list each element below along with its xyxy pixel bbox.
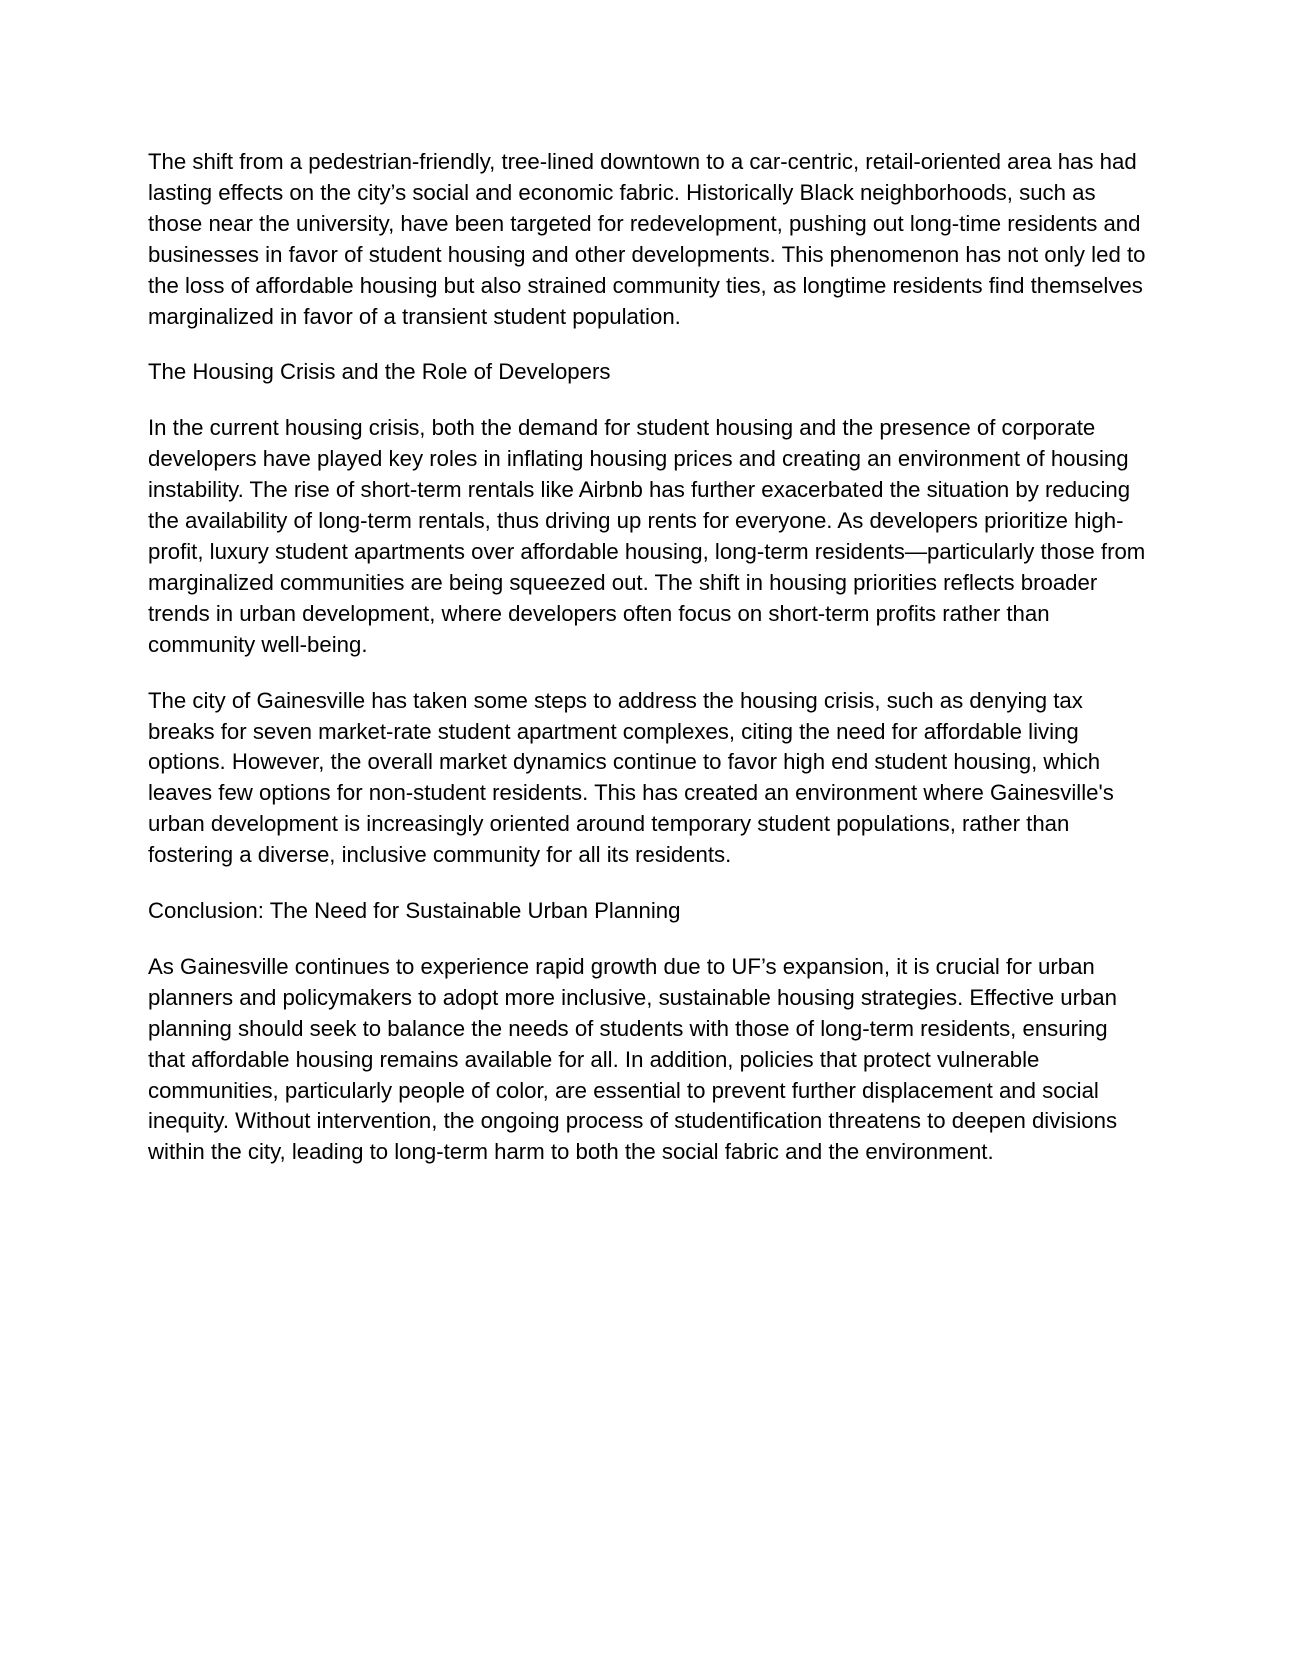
section-heading-housing-crisis: The Housing Crisis and the Role of Developers — [148, 359, 611, 385]
section-heading-conclusion: Conclusion: The Need for Sustainable Urban Planning — [148, 898, 681, 924]
paragraph-conclusion: As Gainesville continues to experience rapid growth due to UF’s expansion, it is crucial for urban planners and policymakers to adopt more inclusive, sustainable housing strategies. Effective urban planning should seek to balance the needs of students with those of long-term residents, ensuring that affordable housing remains available for all. In addition, policies that protect vulnerable communities, particularly people of color, are essential to prevent further displacement and social inequity. Without intervention, the ongoing process of studentification threatens to deepen divisions within the city, leading to long-term harm to both the social fabric and the environment. — [148, 953, 1118, 1165]
paragraph-downtown-shift: The shift from a pedestrian-friendly, tree-lined downtown to a car-centric, retail-oriented area has had lasting effects on the city’s social and economic fabric. Historically Black neighborhoods, such as those near the university, have been targeted for redevelopment, pushing out long-time residents and businesses in favor of student housing and other developments. This phenomenon has not only led to the loss of affordable housing but also strained community ties, as longtime residents find themselves marginalized in favor of a transient student population. — [148, 149, 1146, 329]
paragraph-housing-crisis: In the current housing crisis, both the demand for student housing and the presence of corporate developers have played key roles in inflating housing prices and creating an environment of housing instability. The rise of short-term rentals like Airbnb has further exacerbated the situation by reducing the availability of long-term rentals, thus driving up rents for everyone. As developers prioritize high-profit, luxury student apartments over affordable housing, long-term residents—particularly those from marginalized communities are being squeezed out. The shift in housing priorities reflects broader trends in urban development, where developers often focus on short-term profits rather than community well-being. — [148, 415, 1146, 657]
document-body — [148, 147, 1148, 1193]
paragraph-city-response: The city of Gainesville has taken some steps to address the housing crisis, such as denying tax breaks for seven market-rate student apartment complexes, citing the need for affordable living options. However, the overall market dynamics continue to favor high end student housing, which leaves few options for non-student residents. This has created an environment where Gainesville's urban development is increasingly oriented around temporary student populations, rather than fostering a diverse, inclusive community for all its residents. — [148, 687, 1114, 868]
